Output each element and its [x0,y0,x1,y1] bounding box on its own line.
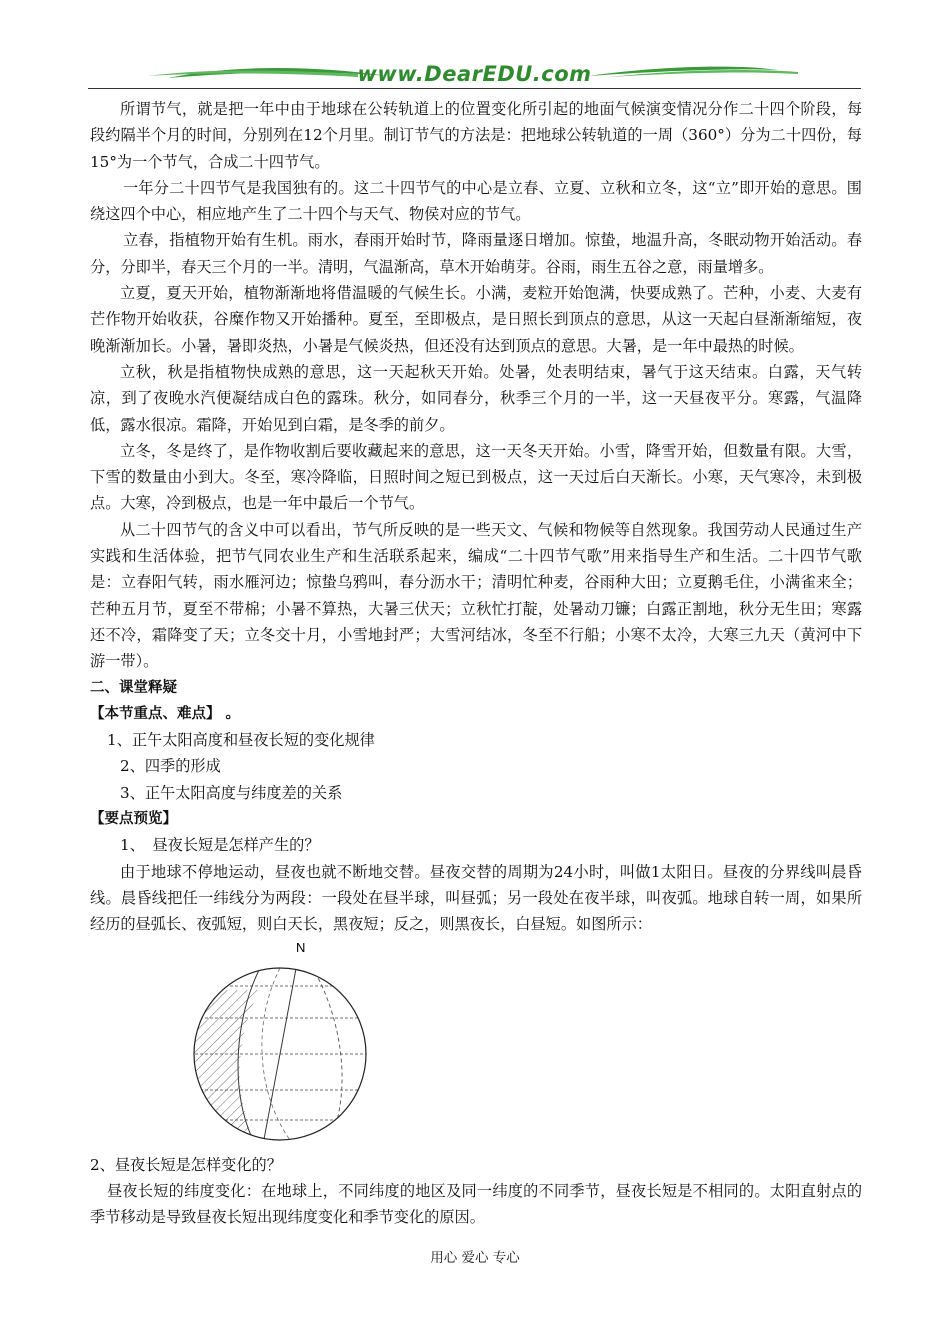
paragraph: 从二十四节气的含义中可以看出，节气所反映的是一些天文、气候和物候等自然现象。我国劳动人民通过生产实践和生活体验，把节气同农业生产和生活联系起来，编成“二十四节气歌”用来指导生产和生活。二十四节气歌是：立春阳气转，雨水雁河边；惊蛰乌鸦叫，春分沥水干；清明忙种麦，谷雨种大田；立夏鹅毛住，小满雀来全；芒种五月节，夏至不带棉；小暑不算热，大暑三伏天；立秋忙打靛，处暑动刀镰；白露正割地，秋分无生田；寒露还不冷，霜降变了天；立冬交十月，小雪地封严；大雪河结冰，冬至不行船；小寒不太冷，大寒三九天（黄河中下游一带）。 [90,520,862,671]
question-title: 1、 昼夜长短是怎样产生的？ [120,836,320,855]
paragraph: 所谓节气，就是把一年中由于地球在公转轨道上的位置变化所引起的地面气候演变情况分作二十四个阶段，每段约隔半个月的时间，分别列在12个月里。制订节气的方法是：把地球公转轨道的一周（360°）分为二十四份，每15°为一个节气，合成二十四节气。 [90,100,862,171]
globe-diagram [190,938,370,1150]
document-body [90,96,862,1230]
page-footer: 用心 爱心 专心 [430,1250,520,1266]
key-point-item: 3、正午太阳高度与纬度差的关系 [120,783,343,802]
paragraph: 立秋，秋是指植物快成熟的意思，这一天起秋天开始。处暑，处表明结束，暑气于这天结束。白露，天气转凉，到了夜晚水汽便凝结成白色的露珠。秋分，如同春分，秋季三个月的一半，这一天昼夜平分。寒露，气温降低，露水很凉。霜降，开始见到白霜，是冬季的前夕。 [90,362,862,434]
paragraph: 昼夜长短的纬度变化：在地球上，不同纬度的地区及同一纬度的不同季节，昼夜长短是不相同的。太阳直射点的季节移动是导致昼夜长短出现纬度变化和季节变化的原因。 [90,1181,862,1227]
page-header [88,58,861,94]
paragraph: 由于地球不停地运动，昼夜也就不断地交替。昼夜交替的周期为24小时，叫做1太阳日。昼夜的分界线叫晨昏线。晨昏线把任一纬线分为两段：一段处在昼半球，叫昼弧；另一段处在夜半球，叫夜弧。地球自转一周，如果所经历的昼弧长、夜弧短，则白天长，黑夜短；反之，则黑夜长，白昼短。如图所示： [90,862,862,934]
site-logo: www.DearEDU.com [357,62,592,86]
preview-heading: 【要点预览】 [90,811,177,828]
paragraph: 立冬，冬是终了，是作物收割后要收藏起来的意思，这一天冬天开始。小雪，降雪开始，但数量有限。大雪，下雪的数量由小到大。冬至，寒冷降临，日照时间之短已到极点，这一天过后白天渐长。小寒，天气寒冷，未到极点。大寒，冷到极点，也是一年中最后一个节气。 [90,441,862,513]
key-points-heading: 【本节重点、难点】 。 [90,705,241,722]
key-point-item: 1、正午太阳高度和昼夜长短的变化规律 [107,731,375,750]
header-divider [88,88,861,89]
paragraph: 一年分二十四节气是我国独有的。这二十四节气的中心是立春、立夏、立秋和立冬，这“立”即开始的意思。围绕这四个中心，相应地产生了二十四个与天气、物侯对应的节气。 [90,178,862,224]
question-title: 2、昼夜长短是怎样变化的？ [90,1155,282,1174]
north-label: N [296,939,306,955]
globe-day-night-figure [90,938,862,1152]
key-point-item: 2、四季的形成 [120,757,221,776]
section-heading: 二、课堂释疑 [90,679,177,696]
paragraph: 立夏，夏天开始，植物渐渐地将借温暖的气候生长。小满，麦粒开始饱满，快要成熟了。芒种，小麦、大麦有芒作物开始收获，谷糜作物又开始播种。夏至，至即极点，是日照长到顶点的意思，从这一天起白昼渐渐缩短，夜晚渐渐加长。小暑，暑即炎热，小暑是气候炎热，但还没有达到顶点的意思。大暑，是一年中最热的时候。 [90,284,862,355]
paragraph: 立春，指植物开始有生机。雨水，春雨开始时节，降雨量逐日增加。惊蛰，地温升高，冬眠动物开始活动。春分，分即半，春天三个月的一半。清明，气温渐高，草木开始萌芽。谷雨，雨生五谷之意，雨量增多。 [90,231,862,276]
